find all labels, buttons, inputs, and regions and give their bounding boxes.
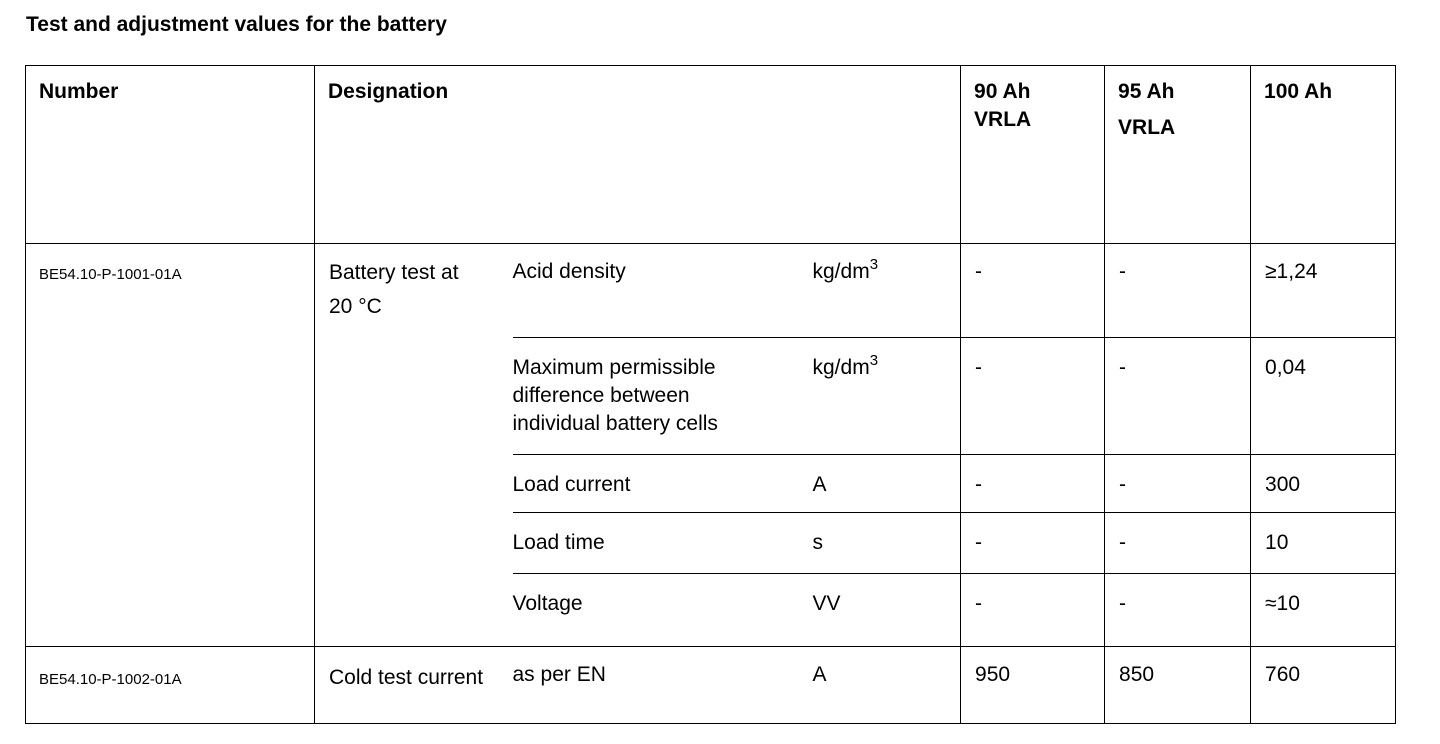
value-100ah: 300 xyxy=(1251,455,1396,513)
unit-cell xyxy=(813,244,961,338)
value-90ah: - xyxy=(961,244,1105,338)
unit-exponent: 3 xyxy=(869,352,879,369)
header-95ah-line1: 95 Ah xyxy=(1118,80,1175,103)
unit-cell: s xyxy=(813,513,961,574)
value-100ah: 0,04 xyxy=(1251,338,1396,455)
value-90ah: - xyxy=(961,455,1105,513)
value-90ah: - xyxy=(961,513,1105,574)
param-line2: difference between xyxy=(512,384,690,407)
number-cell: BE54.10-P-1002-01A xyxy=(26,647,315,724)
header-90ah-line1: 90 Ah xyxy=(974,80,1031,103)
value-95ah: - xyxy=(1105,244,1251,338)
value-100ah: ≈10 xyxy=(1251,574,1396,647)
header-95ah xyxy=(1105,66,1251,244)
value-100ah: 760 xyxy=(1251,647,1396,724)
unit-base: kg/dm xyxy=(812,260,870,283)
header-90ah-line2: VRLA xyxy=(974,108,1032,131)
unit-cell: A xyxy=(813,647,961,724)
param-line3: individual battery cells xyxy=(512,412,718,435)
table-row xyxy=(26,647,1396,724)
designation-line1: Battery test at xyxy=(329,261,459,284)
param-cell: as per EN xyxy=(513,647,813,724)
param-cell: Voltage xyxy=(513,574,813,647)
header-number: Number xyxy=(26,66,315,244)
unit-exponent: 3 xyxy=(869,256,879,273)
unit-cell xyxy=(813,338,961,455)
value-100ah: 10 xyxy=(1251,513,1396,574)
unit-cell: A xyxy=(813,455,961,513)
value-95ah: 850 xyxy=(1105,647,1251,724)
unit-cell: VV xyxy=(813,574,961,647)
value-95ah: - xyxy=(1105,338,1251,455)
value-95ah: - xyxy=(1105,574,1251,647)
unit-base: kg/dm xyxy=(812,356,870,379)
value-90ah: - xyxy=(961,338,1105,455)
designation-line2: 20 °C xyxy=(329,295,382,318)
value-100ah: ≥1,24 xyxy=(1251,244,1396,338)
header-row xyxy=(26,66,1396,244)
header-95ah-line2: VRLA xyxy=(1118,116,1176,139)
header-100ah: 100 Ah xyxy=(1251,66,1396,244)
param-cell xyxy=(513,338,813,455)
header-designation: Designation xyxy=(315,66,961,244)
param-line1: Maximum permissible xyxy=(512,356,716,379)
page-title: Test and adjustment values for the battery xyxy=(26,13,447,36)
battery-values-table xyxy=(25,65,1396,724)
designation-cell xyxy=(315,244,513,647)
header-90ah xyxy=(961,66,1105,244)
value-95ah: - xyxy=(1105,513,1251,574)
value-95ah: - xyxy=(1105,455,1251,513)
value-90ah: - xyxy=(961,574,1105,647)
value-90ah: 950 xyxy=(961,647,1105,724)
param-cell: Load current xyxy=(513,455,813,513)
designation-cell: Cold test current xyxy=(315,647,513,724)
param-cell: Acid density xyxy=(513,244,813,338)
param-cell: Load time xyxy=(513,513,813,574)
table-row xyxy=(26,244,1396,338)
number-cell: BE54.10-P-1001-01A xyxy=(26,244,315,647)
